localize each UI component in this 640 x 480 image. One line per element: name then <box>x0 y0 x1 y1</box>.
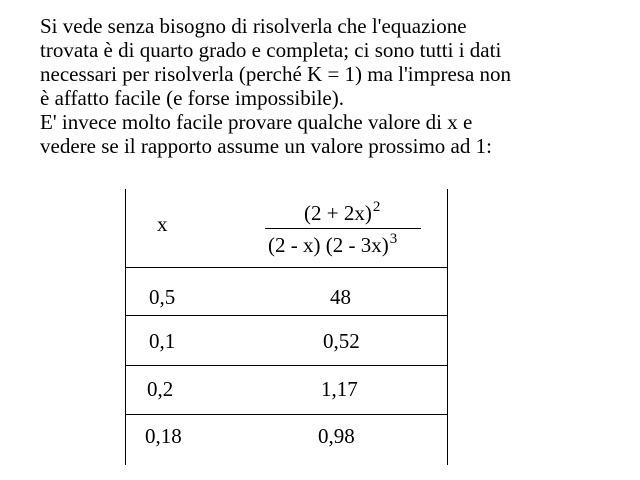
paragraph-line: Si vede senza bisogno di risolverla che l'equazione <box>40 14 467 38</box>
row-separator <box>125 414 448 415</box>
header-denominator <box>268 233 397 260</box>
denominator-exponent: 3 <box>389 231 398 247</box>
header-numerator <box>304 201 380 228</box>
explanation-paragraph <box>40 14 630 158</box>
row-ratio-value: 48 <box>330 285 351 309</box>
numerator-text: (2 + 2x) <box>304 201 372 225</box>
fraction-bar <box>265 228 421 229</box>
paragraph-line: trovata è di quarto grado e completa; ci sono tutti i dati <box>40 38 502 62</box>
denominator-text: (2 - x) (2 - 3x) <box>268 233 389 257</box>
row-x-value: 0,2 <box>147 377 174 401</box>
paragraph-line: è affatto facile (e forse impossibile). <box>40 86 344 110</box>
paragraph-line: E' invece molto facile provare qualche valore di x e <box>40 110 473 134</box>
header-x: x <box>157 212 168 236</box>
table-right-border <box>447 189 448 465</box>
row-ratio-value: 0,52 <box>323 329 360 353</box>
row-separator <box>125 267 448 268</box>
paragraph-line: necessari per risolverla (perché K = 1) ma l'impresa non <box>40 62 512 86</box>
row-ratio-value: 1,17 <box>321 377 358 401</box>
table-left-border <box>125 189 126 465</box>
numerator-exponent: 2 <box>372 199 381 215</box>
row-separator <box>125 365 448 366</box>
paragraph-line: vedere se il rapporto assume un valore prossimo ad 1: <box>40 134 492 158</box>
row-x-value: 0,5 <box>149 285 176 309</box>
row-x-value: 0,1 <box>149 329 176 353</box>
row-x-value: 0,18 <box>145 424 182 448</box>
row-ratio-value: 0,98 <box>318 424 355 448</box>
row-separator <box>125 315 448 316</box>
values-table <box>125 189 448 465</box>
